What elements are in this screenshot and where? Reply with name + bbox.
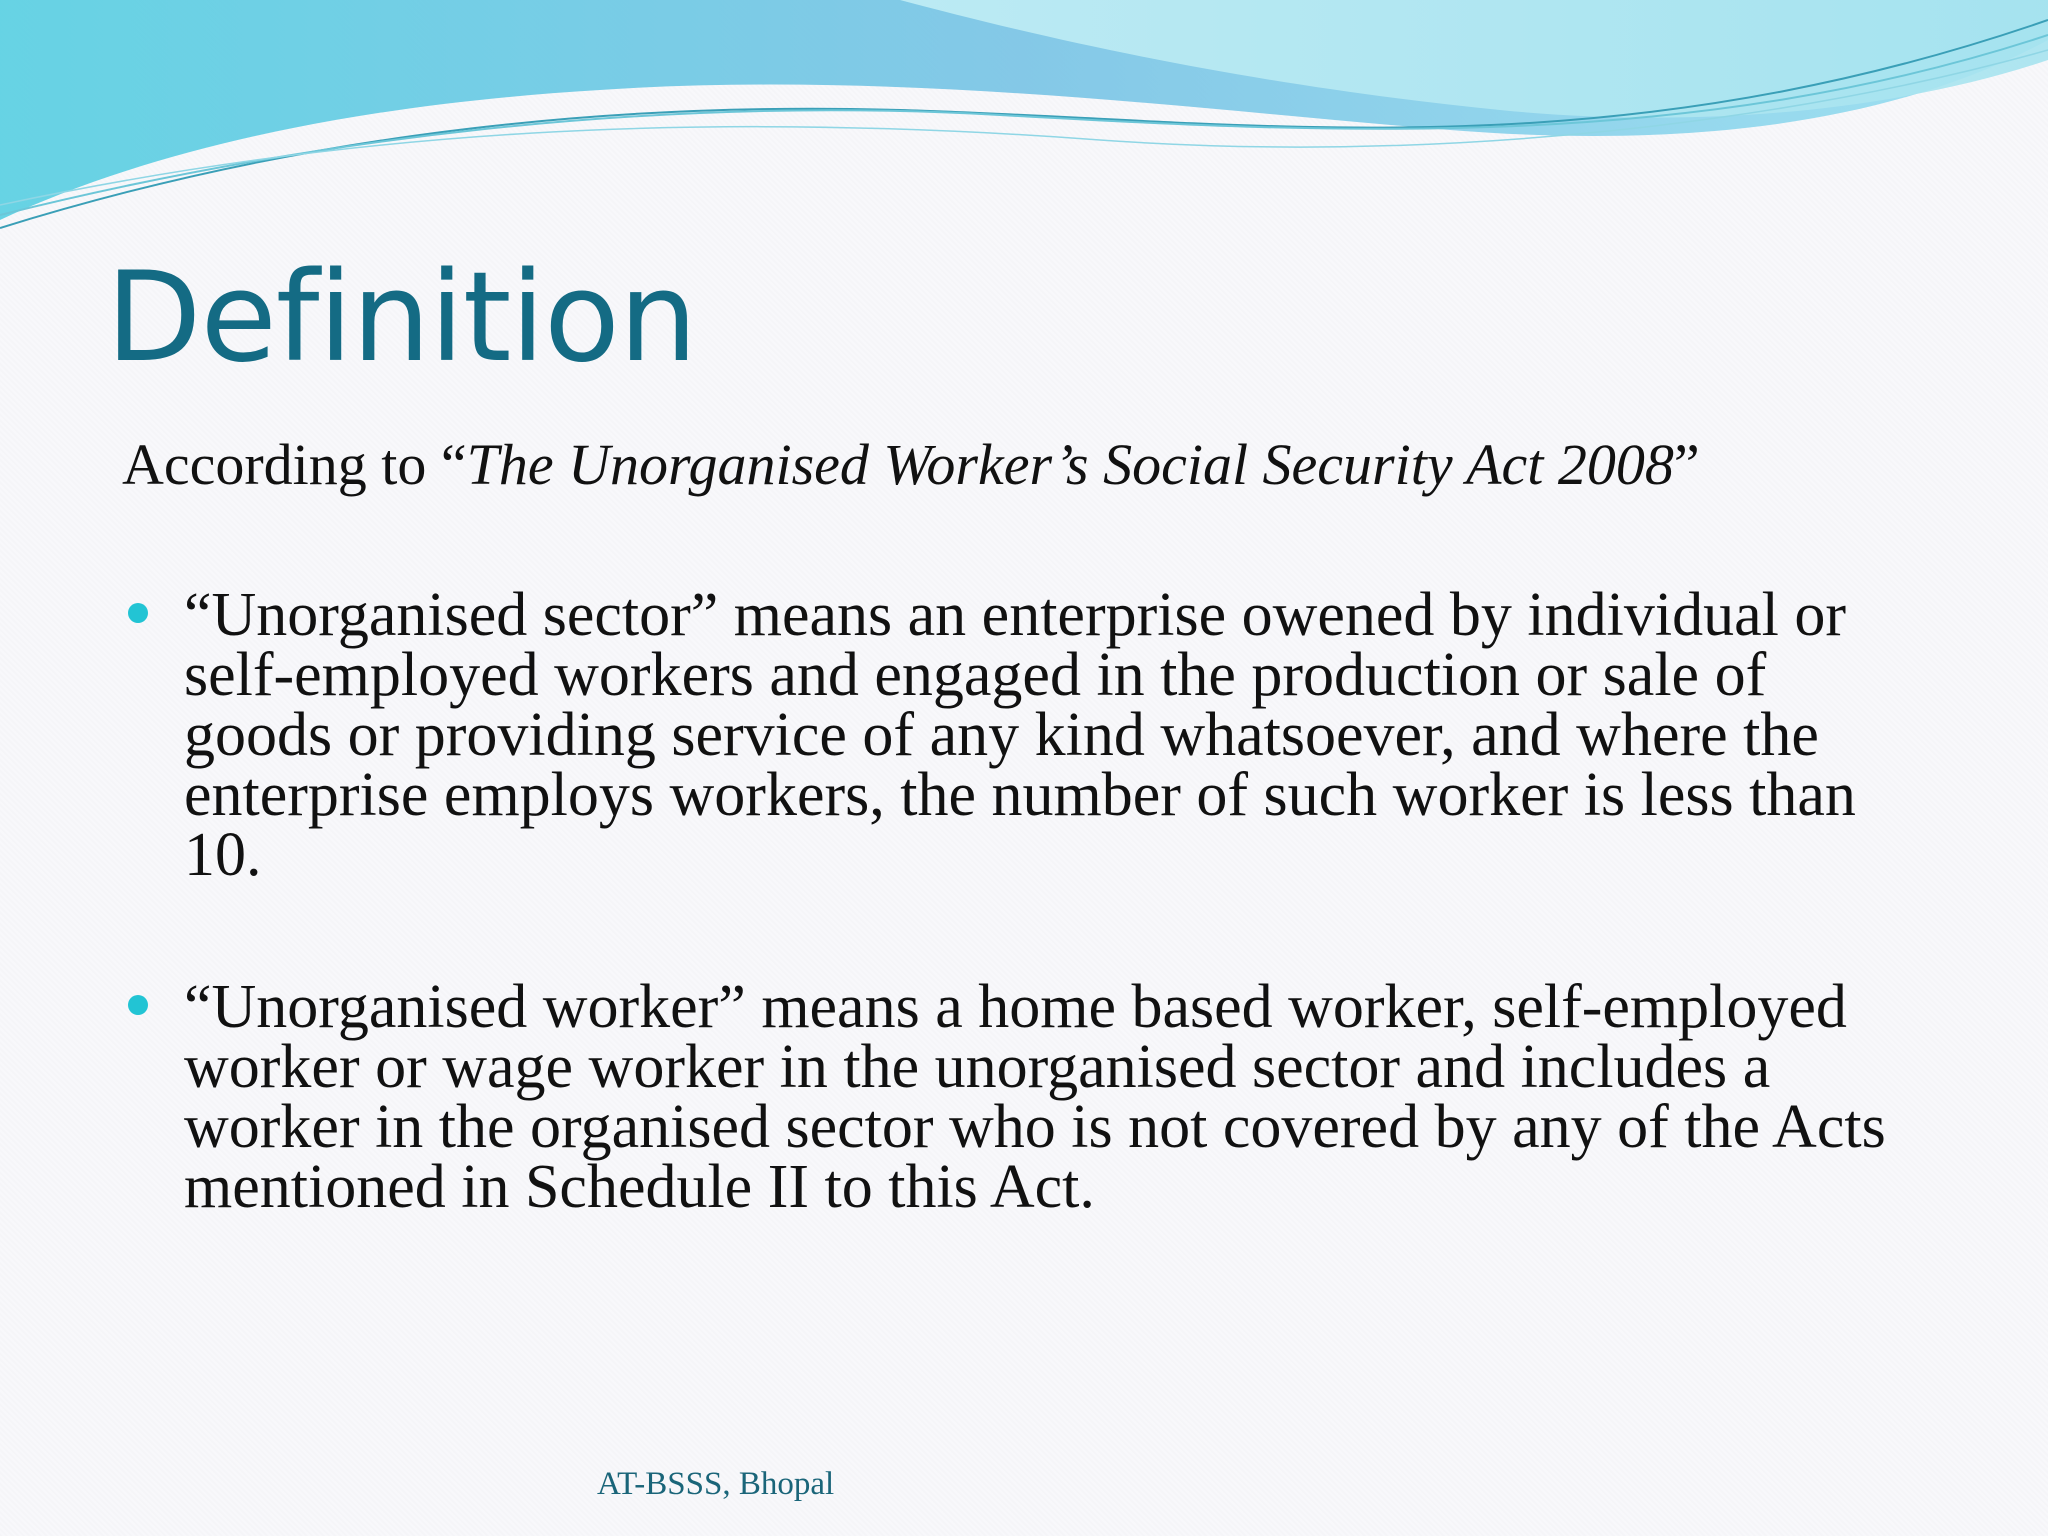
- bullet-dot-icon: [128, 603, 148, 623]
- definition-list: [122, 581, 1922, 1221]
- intro-suffix: ”: [1673, 432, 1700, 497]
- intro-prefix: According to “: [122, 432, 467, 497]
- definition-unorganised-sector: [122, 581, 1922, 889]
- footer-text: AT-BSSS, Bhopal: [597, 1466, 835, 1502]
- act-name: The Unorganised Worker’s Social Security Act 2008: [466, 432, 1674, 497]
- definition-text: “Unorganised sector” means an enterprise owened by individual or self-employed workers and engaged in the production or sale of goods or providing service of any kind whatsoever, and where the enterprise employs workers, the number of such worker is less than 10.: [184, 581, 1856, 889]
- definition-unorganised-worker: [122, 973, 1922, 1221]
- intro-line: [122, 432, 1700, 499]
- header-wave-decoration: [0, 0, 2048, 240]
- definition-text: “Unorganised worker” means a home based worker, self-employed worker or wage worker in the unorganised sector and includes a worker in the organised sector who is not covered by any of the Acts mentioned in Schedule II to this Act.: [184, 973, 1886, 1221]
- slide-title: Definition: [106, 246, 697, 390]
- bullet-dot-icon: [128, 995, 148, 1015]
